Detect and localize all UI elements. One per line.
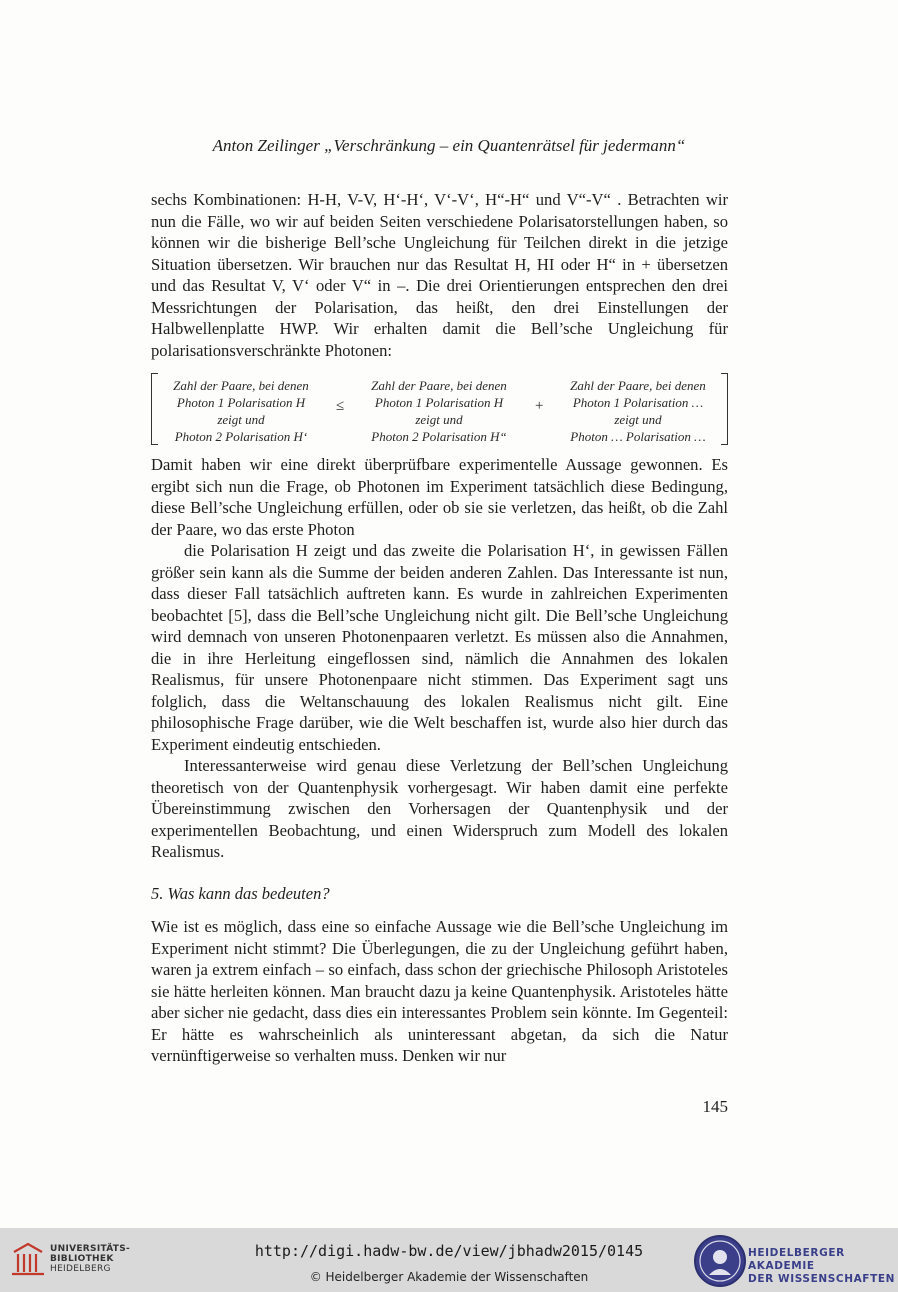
formula-term-1: Zahl der Paare, bei denen Photon 1 Polarisation H zeigt und Photon 2 Polarisation H‘ <box>173 378 309 444</box>
academy-name: HEIDELBERGER AKADEMIE DER WISSENSCHAFTEN <box>748 1247 896 1285</box>
formula-term-3: Zahl der Paare, bei denen Photon 1 Polarisation … zeigt und Photon … Polarisation … <box>570 378 706 444</box>
library-name: UNIVERSITÄTS- BIBLIOTHEK HEIDELBERG <box>50 1244 131 1274</box>
paragraph: sechs Kombinationen: H-H, V-V, H‘-H‘, V‘-V‘, H“-H“ und V“-V“ . Betrachten wir nun die Fälle, wo wir auf beiden Seiten verschiedene Polarisatorstellungen haben, so können wir die bisherige Bell’sche Ungleichung für Teilchen direkt in die jetzige Situation übersetzen. Wir brauchen nur das Resultat H, HI oder H“ in + übersetzen und das Resultat V, V‘ oder V“ in –. Die drei Orientierungen entsprechen den drei Messrichtungen der Polarisation, das heißt, den drei Einstellungen der Halbwellenplatte HWP. Wir erhalten damit die Bell’sche Ungleichung für polarisationsverschränkte Photonen: <box>151 190 728 360</box>
bell-inequality-formula <box>151 373 728 445</box>
paragraph: Damit haben wir eine direkt überprüfbare experimentelle Aussage gewonnen. Es ergibt sich nun die Frage, ob Photonen im Experiment tatsächlich diese Bedingung, diese Bell’sche Ungleichung erfüllen, oder ob sie sie verletzen, das heißt, ob die Zahl der Paare, wo das erste Photon <box>151 455 728 539</box>
formula-term-2: Zahl der Paare, bei denen Photon 1 Polarisation H zeigt und Photon 2 Polarisation H“ <box>371 378 507 444</box>
digitization-footer <box>0 1228 898 1292</box>
body-text-lower <box>151 916 728 1067</box>
right-bracket <box>721 373 728 445</box>
permalink[interactable]: http://digi.hadw-bw.de/view/jbhadw2015/0145 <box>254 1242 644 1260</box>
copyright-notice: © Heidelberger Akademie der Wissenschaften <box>309 1270 589 1284</box>
paragraph: die Polarisation H zeigt und das zweite die Polarisation H‘, in gewissen Fällen größer sein kann als die Summe der beiden anderen Zahlen. Das Interessante ist nun, dass dieser Fall tatsächlich auftreten kann. Es wurde in zahlreichen Experimenten beobachtet [5], dass die Bell’sche Ungleichung nicht gilt. Die Bell’sche Ungleichung wird demnach von unseren Photonenpaaren verletzt. Es müssen also die Annahmen, die in ihre Herleitung eingeflossen sind, nämlich die Annahmen des lokalen Realismus, für unsere Photonenpaare nicht stimmen. Das Experiment sagt uns folglich, dass die Weltanschauung des lokalen Realismus nicht gilt. Eine philosophische Frage darüber, wie die Welt beschaffen ist, wurde also hier durch das Experiment eindeutig entschieden. <box>151 541 728 754</box>
plus-operator: + <box>535 398 544 414</box>
body-text-middle <box>151 454 728 863</box>
running-title: Anton Zeilinger „Verschränkung – ein Quantenrätsel für jedermann“ <box>212 136 686 155</box>
page-number: 145 <box>702 1097 728 1116</box>
body-text-upper <box>151 189 728 361</box>
left-bracket <box>151 373 158 445</box>
section-heading: 5. Was kann das bedeuten? <box>151 884 330 903</box>
less-equal-operator: ≤ <box>336 398 345 414</box>
paragraph: Interessanterweise wird genau diese Verletzung der Bell’schen Ungleichung theoretisch von der Quantenphysik vorhergesagt. Wir haben damit eine perfekte Übereinstimmung zwischen den Vorhersagen der Quantenphysik und der experimentellen Beobachtung, und einen Widerspruch zum Modell des lokalen Realismus. <box>151 756 728 861</box>
academy-seal-icon <box>694 1235 746 1287</box>
paragraph: Wie ist es möglich, dass eine so einfache Aussage wie die Bell’sche Ungleichung im Experiment nicht stimmt? Die Überlegungen, die zu der Ungleichung geführt haben, waren ja extrem einfach – so einfach, dass schon der griechische Philosoph Aristoteles sie hätte herleiten können. Man braucht dazu ja keine Quantenphysik. Aristoteles hätte aber sicher nie gedacht, dass dies ein interessantes Problem sein könnte. Im Gegenteil: Er hätte es wahrscheinlich als uninteressant abgetan, da sich die Natur vernünftigerweise so verhalten muss. Denken wir nur <box>151 917 728 1065</box>
